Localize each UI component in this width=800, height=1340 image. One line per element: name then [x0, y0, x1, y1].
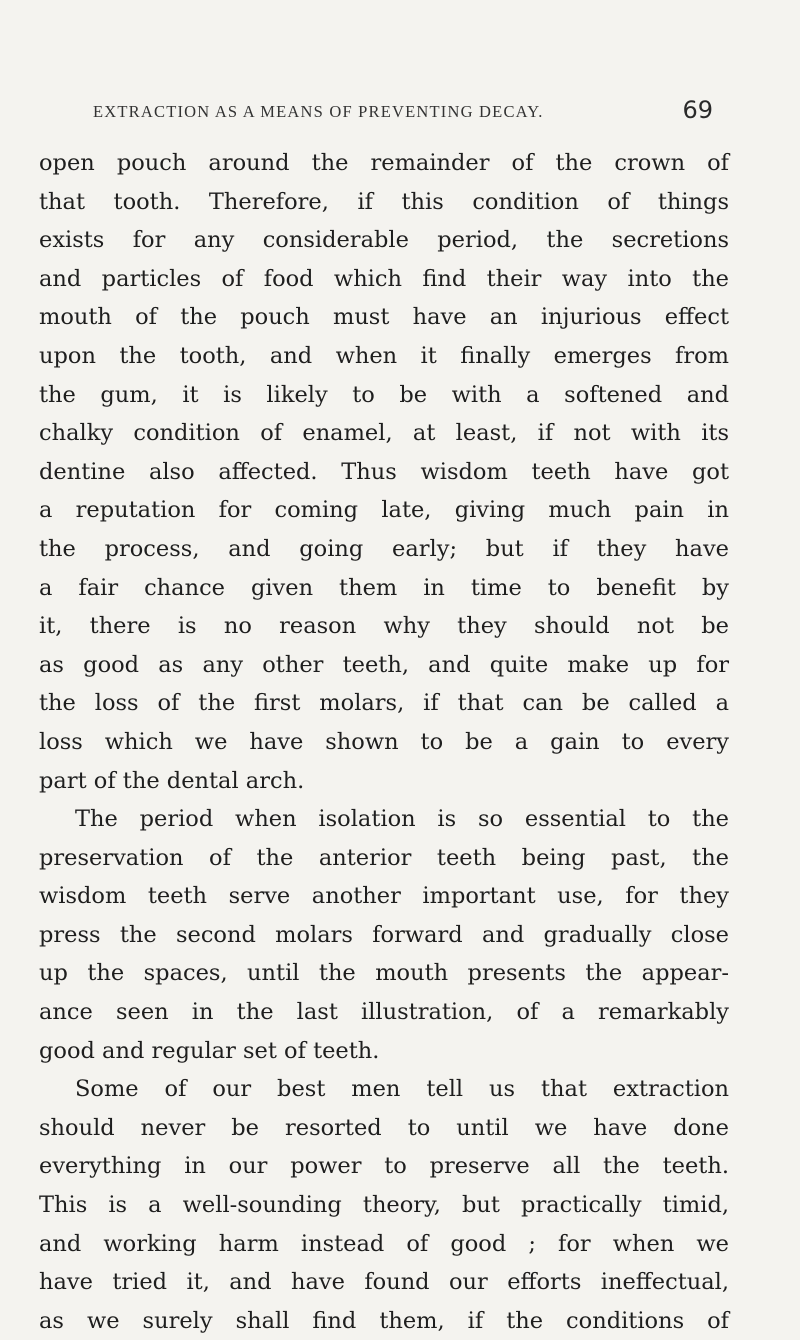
- text-line: as we surely shall find them, if the conditions of: [39, 1307, 729, 1334]
- text-line: exists for any considerable period, the secretions: [39, 227, 729, 254]
- text-line: mouth of the pouch must have an injurious effect: [39, 304, 729, 331]
- text-line: the gum, it is likely to be with a softened and: [39, 381, 729, 408]
- page-header: [93, 88, 713, 122]
- text-line: upon the tooth, and when it finally emerges from: [39, 342, 729, 369]
- text-line: it, there is no reason why they should not be: [39, 613, 729, 640]
- text-line: up the spaces, until the mouth presents the appear-: [39, 960, 729, 987]
- paragraph-start-line: The period when isolation is so essential to the: [75, 806, 729, 833]
- text-line: everything in our power to preserve all the teeth.: [39, 1153, 729, 1180]
- paragraph-end-line: part of the dental arch.: [39, 767, 305, 794]
- text-line: a fair chance given them in time to benefit by: [39, 574, 729, 601]
- text-line: press the second molars forward and gradually close: [39, 921, 729, 948]
- body-text: [39, 144, 729, 1340]
- text-line: that tooth. Therefore, if this condition of things: [39, 188, 729, 215]
- text-line: This is a well-sounding theory, but practically timid,: [39, 1192, 729, 1219]
- text-line: chalky condition of enamel, at least, if not with its: [39, 420, 729, 447]
- text-line: the process, and going early; but if they have: [39, 535, 729, 562]
- text-line: ance seen in the last illustration, of a remarkably: [39, 999, 729, 1026]
- text-line: preservation of the anterior teeth being past, the: [39, 844, 729, 871]
- text-line: have tried it, and have found our efforts ineffectual,: [39, 1269, 729, 1296]
- text-line: a reputation for coming late, giving much pain in: [39, 497, 729, 524]
- text-line: loss which we have shown to be a gain to every: [39, 728, 729, 755]
- text-line: and particles of food which find their way into the: [39, 265, 729, 292]
- text-line: and working harm instead of good ; for when we: [39, 1230, 729, 1257]
- text-line: as good as any other teeth, and quite make up for: [39, 651, 729, 678]
- text-line: the loss of the first molars, if that can be called a: [39, 690, 729, 717]
- text-line: open pouch around the remainder of the crown of: [39, 150, 729, 176]
- page-number: 69: [682, 96, 713, 124]
- paragraph-start-line: Some of our best men tell us that extraction: [75, 1076, 729, 1103]
- text-line: dentine also affected. Thus wisdom teeth have got: [39, 458, 729, 485]
- text-line: wisdom teeth serve another important use, for they: [39, 883, 729, 910]
- text-line: should never be resorted to until we have done: [39, 1114, 729, 1141]
- paragraph-end-line: good and regular set of teeth.: [39, 1037, 380, 1064]
- running-head: EXTRACTION AS A MEANS OF PREVENTING DECAY.: [93, 102, 544, 121]
